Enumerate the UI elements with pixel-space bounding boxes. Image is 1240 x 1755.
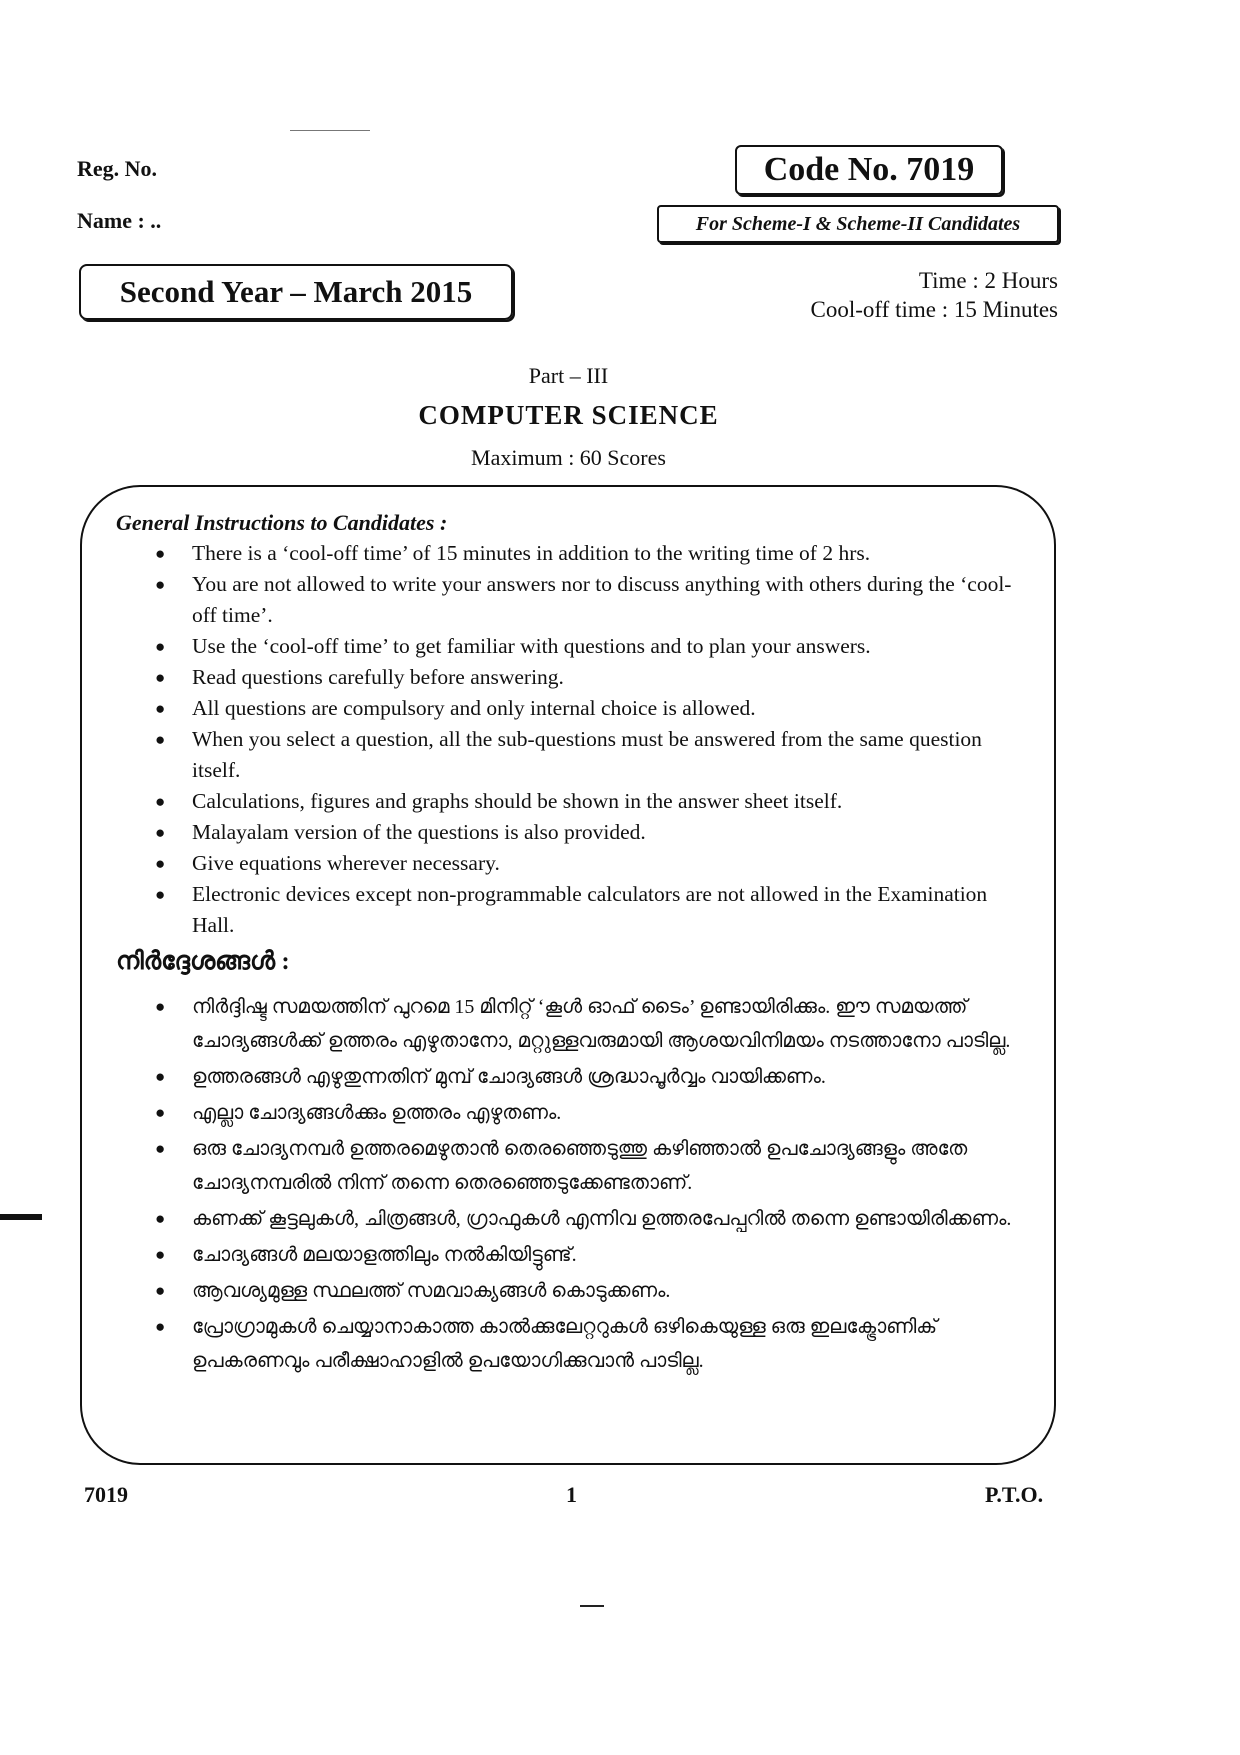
max-score: Maximum : 60 Scores [471,445,666,470]
instruction-item: ● When you select a question, all the sub-questions must be answered from the same question itself. [150,724,1030,786]
malayalam-instruction-item: ● ഉത്തരങ്ങൾ എഴുതുന്നതിന് മുമ്പ് ചോദ്യങ്ങൾ ശ്രദ്ധാപൂർവ്വം വായിക്കണം. [150,1060,1030,1094]
scan-smudge [580,1605,604,1607]
malayalam-instruction-item: ● ഒരു ചോദ്യനമ്പർ ഉത്തരമെഴുതാൻ തെരഞ്ഞെടുത്തു കഴിഞ്ഞാൽ ഉപചോദ്യങ്ങളും അതേ ചോദ്യനമ്പരിൽ നിന്ന് തന്നെ തെരഞ്ഞെടുക്കേണ്ടതാണ്. [150,1132,1030,1200]
malayalam-instruction-item: ● ചോദ്യങ്ങൾ മലയാളത്തിലും നൽകിയിട്ടുണ്ട്. [150,1238,1030,1272]
instruction-item: ● Give equations wherever necessary. [150,848,1030,879]
cooloff-duration: Cool-off time : 15 Minutes [810,297,1058,322]
page-number: 1 [566,1482,577,1507]
instruction-item: ● Read questions carefully before answering. [150,662,1030,693]
instructions-list [150,538,1030,941]
subject-title: COMPUTER SCIENCE [418,400,719,430]
scan-smudge [290,130,370,131]
instructions-heading: General Instructions to Candidates : [116,510,448,535]
scan-margin-mark [0,1214,42,1220]
footer-code: 7019 [84,1482,128,1507]
code-number-box: Code No. 7019 [735,145,1003,195]
malayalam-instruction-item: ● എല്ലാ ചോദ്യങ്ങൾക്കും ഉത്തരം എഴുതണം. [150,1096,1030,1130]
exam-year-box: Second Year – March 2015 [79,264,513,320]
instruction-item: ● You are not allowed to write your answers nor to discuss anything with others during the ‘cool-off time’. [150,569,1030,631]
name-label: Name : .. [77,208,162,233]
malayalam-heading: നിർദ്ദേശങ്ങൾ : [116,948,290,975]
malayalam-instruction-item: ● പ്രോഗ്രാമുകൾ ചെയ്യാനാകാത്ത കാൽക്കുലേറ്ററുകൾ ഒഴികെയുള്ള ഒരു ഇലക്ട്രോണിക് ഉപകരണവും പരീക്ഷാഹാളിൽ ഉപയോഗിക്കുവാൻ പാടില്ല. [150,1310,1030,1378]
malayalam-instructions-list [150,990,1030,1380]
time-duration: Time : 2 Hours [918,268,1058,293]
malayalam-instruction-item: ● കണക്ക് കൂട്ടലുകൾ, ചിത്രങ്ങൾ, ഗ്രാഫുകൾ എന്നിവ ഉത്തരപേപ്പറിൽ തന്നെ ഉണ്ടായിരിക്കണം. [150,1202,1030,1236]
reg-no-label: Reg. No. [77,156,158,181]
pto-label: P.T.O. [985,1482,1044,1507]
scheme-box: For Scheme-I & Scheme-II Candidates [657,205,1059,243]
instruction-item: ● There is a ‘cool-off time’ of 15 minutes in addition to the writing time of 2 hrs. [150,538,1030,569]
instruction-item: ● All questions are compulsory and only internal choice is allowed. [150,693,1030,724]
instruction-item: ● Calculations, figures and graphs should be shown in the answer sheet itself. [150,786,1030,817]
part-label: Part – III [528,363,609,388]
instruction-item: ● Electronic devices except non-programmable calculators are not allowed in the Examination Hall. [150,879,1030,941]
malayalam-instruction-item: ● ആവശ്യമുള്ള സ്ഥലത്ത് സമവാക്യങ്ങൾ കൊടുക്കണം. [150,1274,1030,1308]
malayalam-instruction-item: ● നിർദ്ദിഷ്ട സമയത്തിന് പുറമെ 15 മിനിറ്റ് ‘കൂൾ ഓഫ് ടൈം’ ഉണ്ടായിരിക്കും. ഈ സമയത്ത് ചോദ്യങ്ങൾക്ക് ഉത്തരം എഴുതാനോ, മറ്റുള്ളവരുമായി ആശയവിനിമയം നടത്താനോ പാടില്ല. [150,990,1030,1058]
instruction-item: ● Use the ‘cool-off time’ to get familiar with questions and to plan your answers. [150,631,1030,662]
instruction-item: ● Malayalam version of the questions is also provided. [150,817,1030,848]
